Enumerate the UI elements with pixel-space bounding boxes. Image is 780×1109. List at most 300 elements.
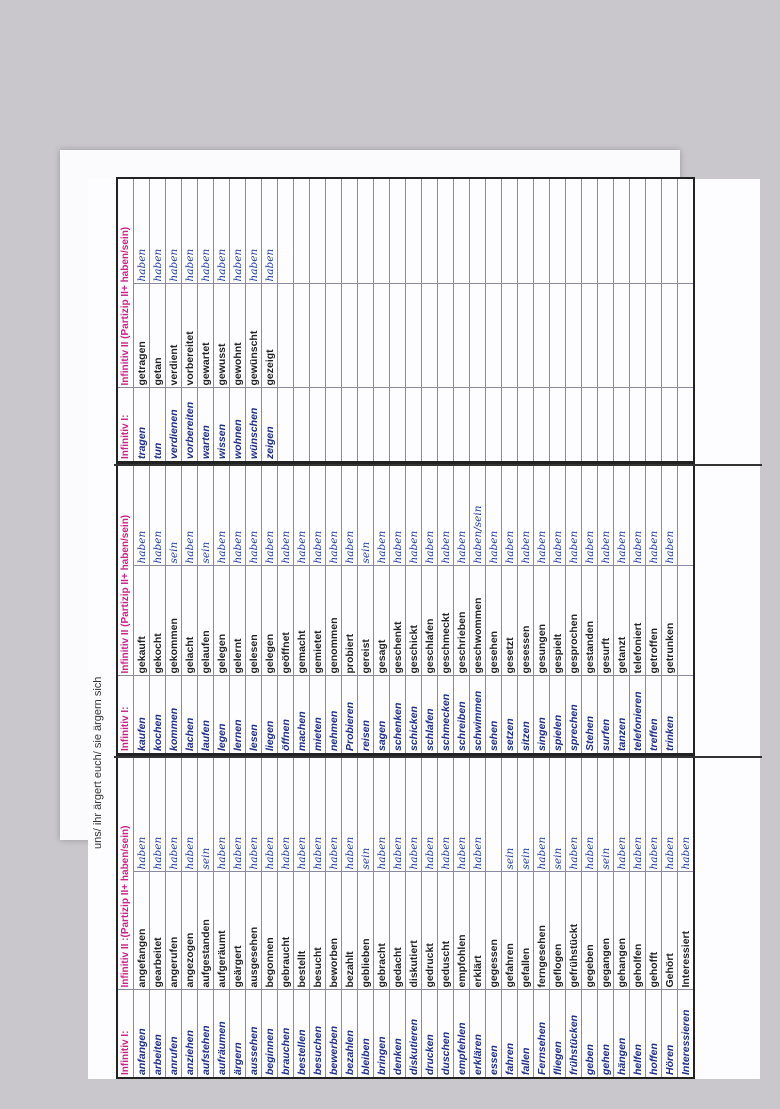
auxiliary-handwritten-cell: sein <box>198 464 214 566</box>
empty-infinitive-cell <box>470 388 486 462</box>
infinitive-cell: ärgern <box>230 990 246 1078</box>
table-row <box>470 178 486 462</box>
infinitive-cell: bestellen <box>294 990 310 1078</box>
auxiliary-handwritten-cell: haben <box>374 756 390 872</box>
table-row <box>470 464 486 754</box>
empty-participle-cell <box>342 284 358 388</box>
participle-cell: gelaufen <box>198 566 214 676</box>
table-row <box>406 464 422 754</box>
rotated-page <box>60 150 780 1109</box>
infinitive-cell: fahren <box>502 990 518 1078</box>
auxiliary-handwritten-cell: haben <box>550 464 566 566</box>
empty-participle-cell <box>550 284 566 388</box>
empty-participle-cell <box>486 284 502 388</box>
empty-participle-cell <box>646 284 662 388</box>
empty-infinitive-cell <box>678 676 695 754</box>
auxiliary-handwritten-cell: haben <box>470 756 486 872</box>
participle-cell: gegeben <box>582 872 598 990</box>
table-row <box>614 464 630 754</box>
table-row <box>534 756 550 1078</box>
table-row <box>454 178 470 462</box>
participle-cell: getragen <box>134 284 150 388</box>
participle-cell: diskutiert <box>406 872 422 990</box>
table-row <box>662 178 678 462</box>
table-row <box>598 464 614 754</box>
auxiliary-handwritten-cell: haben <box>486 464 502 566</box>
auxiliary-handwritten-cell: haben <box>502 464 518 566</box>
empty-auxiliary-cell <box>518 178 534 284</box>
infinitive-cell: aufstehen <box>198 990 214 1078</box>
empty-auxiliary-cell <box>470 178 486 284</box>
table-row <box>646 464 662 754</box>
empty-infinitive-cell <box>294 388 310 462</box>
auxiliary-handwritten-cell: haben <box>374 464 390 566</box>
table-row <box>614 756 630 1078</box>
auxiliary-handwritten-cell: haben <box>326 464 342 566</box>
participle-cell: geschenkt <box>390 566 406 676</box>
empty-infinitive-cell <box>374 388 390 462</box>
auxiliary-handwritten-cell: haben <box>406 756 422 872</box>
auxiliary-handwritten-cell: haben <box>246 178 262 284</box>
infinitive-cell: warten <box>198 388 214 462</box>
table-row <box>502 178 518 462</box>
empty-auxiliary-cell <box>598 178 614 284</box>
participle-cell: gezeigt <box>262 284 278 388</box>
participle-cell: gesprochen <box>566 566 582 676</box>
table-row <box>374 464 390 754</box>
auxiliary-handwritten-cell: haben <box>438 756 454 872</box>
column-divider <box>114 756 762 758</box>
auxiliary-handwritten-cell: haben <box>198 178 214 284</box>
infinitive-cell: sprechen <box>566 676 582 754</box>
empty-infinitive-cell <box>582 388 598 462</box>
empty-auxiliary-cell <box>374 178 390 284</box>
infinitive-cell: spielen <box>550 676 566 754</box>
participle-cell: Gehört <box>662 872 678 990</box>
empty-infinitive-cell <box>502 388 518 462</box>
infinitive-cell: diskutieren <box>406 990 422 1078</box>
empty-auxiliary-cell <box>534 178 550 284</box>
infinitive-cell: telefonieren <box>630 676 646 754</box>
table-row <box>310 464 326 754</box>
auxiliary-handwritten-cell: haben <box>134 464 150 566</box>
participle-cell: begonnen <box>262 872 278 990</box>
participle-cell: gespielt <box>550 566 566 676</box>
table-row <box>326 178 342 462</box>
participle-cell: gefrühstückt <box>566 872 582 990</box>
table-row <box>534 178 550 462</box>
participle-cell: geschrieben <box>454 566 470 676</box>
empty-auxiliary-cell <box>294 178 310 284</box>
auxiliary-handwritten-cell: haben <box>390 464 406 566</box>
infinitive-cell: reisen <box>358 676 374 754</box>
table-row <box>390 756 406 1078</box>
table-row <box>422 178 438 462</box>
auxiliary-handwritten-cell: haben <box>454 756 470 872</box>
auxiliary-handwritten-cell: haben <box>214 756 230 872</box>
empty-participle-cell <box>518 284 534 388</box>
participle-cell: gearbeitet <box>150 872 166 990</box>
table-row <box>582 178 598 462</box>
table-row <box>198 756 214 1078</box>
auxiliary-handwritten-cell: haben <box>150 756 166 872</box>
empty-infinitive-cell <box>406 388 422 462</box>
auxiliary-handwritten-cell: haben <box>230 178 246 284</box>
empty-infinitive-cell <box>310 388 326 462</box>
table-header-row <box>117 464 134 754</box>
participle-cell: angefangen <box>134 872 150 990</box>
participle-cell: gemietet <box>310 566 326 676</box>
participle-cell: erklärt <box>470 872 486 990</box>
infinitive-cell: wohnen <box>230 388 246 462</box>
auxiliary-handwritten-cell: haben <box>262 464 278 566</box>
table-row <box>406 178 422 462</box>
empty-infinitive-cell <box>534 388 550 462</box>
header-infinitive: Infinitiv I: <box>117 388 134 462</box>
table-row <box>134 756 150 1078</box>
auxiliary-handwritten-cell: haben <box>246 756 262 872</box>
participle-cell: gefahren <box>502 872 518 990</box>
table-row <box>678 756 695 1078</box>
table-row <box>374 178 390 462</box>
table-row <box>582 464 598 754</box>
infinitive-cell: legen <box>214 676 230 754</box>
participle-cell: gegangen <box>598 872 614 990</box>
infinitive-cell: kaufen <box>134 676 150 754</box>
participle-cell: gefallen <box>518 872 534 990</box>
participle-cell: gesungen <box>534 566 550 676</box>
participle-cell: gelegen <box>214 566 230 676</box>
empty-infinitive-cell <box>598 388 614 462</box>
table-row <box>262 756 278 1078</box>
empty-participle-cell <box>358 284 374 388</box>
empty-participle-cell <box>310 284 326 388</box>
participle-cell: gesessen <box>518 566 534 676</box>
table-row <box>150 756 166 1078</box>
table-row <box>518 178 534 462</box>
table-row <box>278 178 294 462</box>
empty-auxiliary-cell <box>662 178 678 284</box>
auxiliary-handwritten-cell: haben <box>566 756 582 872</box>
empty-infinitive-cell <box>662 388 678 462</box>
table-header-row <box>117 178 134 462</box>
auxiliary-handwritten-cell: haben <box>646 756 662 872</box>
table-row <box>390 464 406 754</box>
infinitive-cell: öffnen <box>278 676 294 754</box>
table-row <box>614 178 630 462</box>
table-row <box>550 178 566 462</box>
verb-table-2-body <box>134 464 695 754</box>
participle-cell: gebracht <box>374 872 390 990</box>
participle-cell: geschlafen <box>422 566 438 676</box>
table-row <box>294 178 310 462</box>
table-row <box>630 756 646 1078</box>
empty-auxiliary-cell <box>630 178 646 284</box>
empty-auxiliary-cell <box>358 178 374 284</box>
empty-participle-cell <box>406 284 422 388</box>
participle-cell: getrunken <box>662 566 678 676</box>
table-row <box>182 756 198 1078</box>
participle-cell: gemacht <box>294 566 310 676</box>
auxiliary-handwritten-cell: haben <box>534 464 550 566</box>
empty-participle-cell <box>566 284 582 388</box>
infinitive-cell: gehen <box>598 990 614 1078</box>
infinitive-cell: wissen <box>214 388 230 462</box>
auxiliary-handwritten-cell: haben <box>598 464 614 566</box>
infinitive-cell: Stehen <box>582 676 598 754</box>
auxiliary-handwritten-cell: haben <box>630 756 646 872</box>
participle-cell: geblieben <box>358 872 374 990</box>
empty-infinitive-cell <box>518 388 534 462</box>
infinitive-cell: wünschen <box>246 388 262 462</box>
participle-cell: beworben <box>326 872 342 990</box>
auxiliary-handwritten-cell: haben <box>582 464 598 566</box>
infinitive-cell: nehmen <box>326 676 342 754</box>
participle-cell: bestellt <box>294 872 310 990</box>
participle-cell: getanzt <box>614 566 630 676</box>
infinitive-cell: treffen <box>646 676 662 754</box>
empty-auxiliary-cell <box>646 178 662 284</box>
auxiliary-handwritten-cell: sein <box>518 756 534 872</box>
auxiliary-handwritten-cell: haben <box>246 464 262 566</box>
table-row <box>342 756 358 1078</box>
empty-infinitive-cell <box>566 388 582 462</box>
infinitive-cell: trinken <box>662 676 678 754</box>
table-row <box>662 464 678 754</box>
auxiliary-handwritten-cell: haben <box>342 756 358 872</box>
infinitive-cell: geben <box>582 990 598 1078</box>
table-row <box>566 178 582 462</box>
participle-cell: aufgeräumt <box>214 872 230 990</box>
infinitive-cell: sagen <box>374 676 390 754</box>
auxiliary-handwritten-cell: haben <box>662 464 678 566</box>
table-row <box>502 464 518 754</box>
empty-infinitive-cell <box>326 388 342 462</box>
empty-infinitive-cell <box>614 388 630 462</box>
infinitive-cell: verdienen <box>166 388 182 462</box>
auxiliary-handwritten-cell: haben <box>310 464 326 566</box>
table-row <box>166 756 182 1078</box>
empty-participle-cell <box>278 284 294 388</box>
infinitive-cell: lesen <box>246 676 262 754</box>
table-row <box>246 756 262 1078</box>
table-row <box>166 464 182 754</box>
empty-auxiliary-cell <box>502 178 518 284</box>
table-row <box>182 464 198 754</box>
table-row <box>646 178 662 462</box>
participle-cell: ausgesehen <box>246 872 262 990</box>
empty-participle-cell <box>678 566 695 676</box>
participle-cell: gereist <box>358 566 374 676</box>
table-row <box>486 464 502 754</box>
infinitive-cell: bleiben <box>358 990 374 1078</box>
table-row <box>358 464 374 754</box>
infinitive-cell: tun <box>150 388 166 462</box>
empty-participle-cell <box>374 284 390 388</box>
empty-infinitive-cell <box>342 388 358 462</box>
participle-cell: gesehen <box>486 566 502 676</box>
empty-participle-cell <box>294 284 310 388</box>
participle-cell: geschmeckt <box>438 566 454 676</box>
table-row <box>278 464 294 754</box>
infinitive-cell: drucken <box>422 990 438 1078</box>
auxiliary-handwritten-cell: haben <box>406 464 422 566</box>
infinitive-cell: schlafen <box>422 676 438 754</box>
participle-cell: gesagt <box>374 566 390 676</box>
verb-list-sheet <box>88 179 760 1079</box>
empty-participle-cell <box>678 284 695 388</box>
empty-auxiliary-cell <box>310 178 326 284</box>
table-row <box>406 756 422 1078</box>
infinitive-cell: Fernsehen <box>534 990 550 1078</box>
empty-auxiliary-cell <box>678 178 695 284</box>
table-row <box>278 756 294 1078</box>
table-row <box>566 756 582 1078</box>
table-row <box>502 756 518 1078</box>
table-row <box>438 178 454 462</box>
infinitive-cell: tragen <box>134 388 150 462</box>
participle-cell: gelesen <box>246 566 262 676</box>
auxiliary-handwritten-cell: haben <box>422 464 438 566</box>
table-row <box>422 756 438 1078</box>
participle-cell: geschickt <box>406 566 422 676</box>
empty-participle-cell <box>454 284 470 388</box>
table-row <box>630 464 646 754</box>
infinitive-cell: Probieren <box>342 676 358 754</box>
auxiliary-handwritten-cell: haben/sein <box>470 464 486 566</box>
auxiliary-handwritten-cell: haben <box>534 756 550 872</box>
table-row <box>358 178 374 462</box>
participle-cell: genommen <box>326 566 342 676</box>
auxiliary-handwritten-cell: haben <box>134 178 150 284</box>
auxiliary-handwritten-cell: haben <box>182 756 198 872</box>
table-row <box>150 178 166 462</box>
infinitive-cell: arbeiten <box>150 990 166 1078</box>
participle-cell: gekocht <box>150 566 166 676</box>
auxiliary-handwritten-cell: sein <box>502 756 518 872</box>
infinitive-cell: lernen <box>230 676 246 754</box>
verb-table-1-body <box>134 756 695 1078</box>
auxiliary-handwritten-cell: haben <box>166 756 182 872</box>
auxiliary-handwritten-cell: haben <box>310 756 326 872</box>
auxiliary-handwritten-cell: haben <box>150 464 166 566</box>
infinitive-cell: brauchen <box>278 990 294 1078</box>
infinitive-cell: helfen <box>630 990 646 1078</box>
empty-participle-cell <box>582 284 598 388</box>
empty-auxiliary-cell <box>454 178 470 284</box>
infinitive-cell: anrufen <box>166 990 182 1078</box>
auxiliary-handwritten-cell: haben <box>230 756 246 872</box>
table-row <box>262 464 278 754</box>
participle-cell: gelegen <box>262 566 278 676</box>
participle-cell: Interessiert <box>678 872 695 990</box>
empty-participle-cell <box>614 284 630 388</box>
infinitive-cell: bringen <box>374 990 390 1078</box>
auxiliary-handwritten-cell: sein <box>358 464 374 566</box>
empty-auxiliary-cell <box>566 178 582 284</box>
table-row <box>182 178 198 462</box>
auxiliary-handwritten-cell: haben <box>614 756 630 872</box>
empty-auxiliary-cell <box>390 178 406 284</box>
infinitive-cell: Interessieren <box>678 990 695 1078</box>
auxiliary-handwritten-cell: haben <box>630 464 646 566</box>
infinitive-cell: beginnen <box>262 990 278 1078</box>
header-participle: Infinitiv II (Partizip II+ haben/sein) <box>117 178 134 388</box>
auxiliary-handwritten-cell: haben <box>390 756 406 872</box>
empty-auxiliary-cell <box>678 464 695 566</box>
infinitive-cell: mieten <box>310 676 326 754</box>
participle-cell: gekauft <box>134 566 150 676</box>
empty-infinitive-cell <box>358 388 374 462</box>
table-row <box>294 464 310 754</box>
empty-auxiliary-cell <box>582 178 598 284</box>
participle-cell: besucht <box>310 872 326 990</box>
table-row <box>358 756 374 1078</box>
auxiliary-handwritten-cell: haben <box>342 464 358 566</box>
header-participle: Infinitiv II (Partizip II+ haben/sein) <box>117 464 134 676</box>
table-row <box>342 464 358 754</box>
infinitive-cell: aussehen <box>246 990 262 1078</box>
infinitive-cell: machen <box>294 676 310 754</box>
participle-cell: verdient <box>166 284 182 388</box>
infinitive-cell: schreiben <box>454 676 470 754</box>
empty-auxiliary-cell <box>614 178 630 284</box>
participle-cell: gedruckt <box>422 872 438 990</box>
auxiliary-handwritten-cell: haben <box>438 464 454 566</box>
infinitive-cell: anziehen <box>182 990 198 1078</box>
empty-infinitive-cell <box>278 388 294 462</box>
infinitive-cell: bewerben <box>326 990 342 1078</box>
empty-infinitive-cell <box>630 388 646 462</box>
table-row <box>678 464 695 754</box>
empty-auxiliary-cell <box>326 178 342 284</box>
table-row <box>134 178 150 462</box>
participle-cell: gelernt <box>230 566 246 676</box>
infinitive-cell: besuchen <box>310 990 326 1078</box>
auxiliary-handwritten-cell: haben <box>454 464 470 566</box>
infinitive-cell: kochen <box>150 676 166 754</box>
top-note: uns/ ihr ärgert euch/ sie ärgern sich <box>92 676 104 849</box>
infinitive-cell: anfangen <box>134 990 150 1078</box>
infinitive-cell: empfehlen <box>454 990 470 1078</box>
auxiliary-handwritten-cell: haben <box>182 464 198 566</box>
auxiliary-handwritten-cell: haben <box>230 464 246 566</box>
participle-cell: gehofft <box>646 872 662 990</box>
participle-cell: geflogen <box>550 872 566 990</box>
auxiliary-handwritten-cell: sein <box>598 756 614 872</box>
table-row <box>246 178 262 462</box>
auxiliary-handwritten-cell: haben <box>326 756 342 872</box>
participle-cell: gewartet <box>198 284 214 388</box>
empty-auxiliary-cell <box>486 178 502 284</box>
table-row <box>246 464 262 754</box>
empty-infinitive-cell <box>646 388 662 462</box>
auxiliary-handwritten-cell: haben <box>214 464 230 566</box>
table-row <box>550 464 566 754</box>
infinitive-cell: zeigen <box>262 388 278 462</box>
infinitive-cell: lachen <box>182 676 198 754</box>
empty-participle-cell <box>662 284 678 388</box>
participle-cell: gewohnt <box>230 284 246 388</box>
header-infinitive: Infinitiv I: <box>117 990 134 1078</box>
empty-infinitive-cell <box>454 388 470 462</box>
empty-auxiliary-cell <box>342 178 358 284</box>
infinitive-cell: erklären <box>470 990 486 1078</box>
infinitive-cell: aufräumen <box>214 990 230 1078</box>
participle-cell: gewusst <box>214 284 230 388</box>
table-row <box>294 756 310 1078</box>
empty-auxiliary-cell <box>438 178 454 284</box>
